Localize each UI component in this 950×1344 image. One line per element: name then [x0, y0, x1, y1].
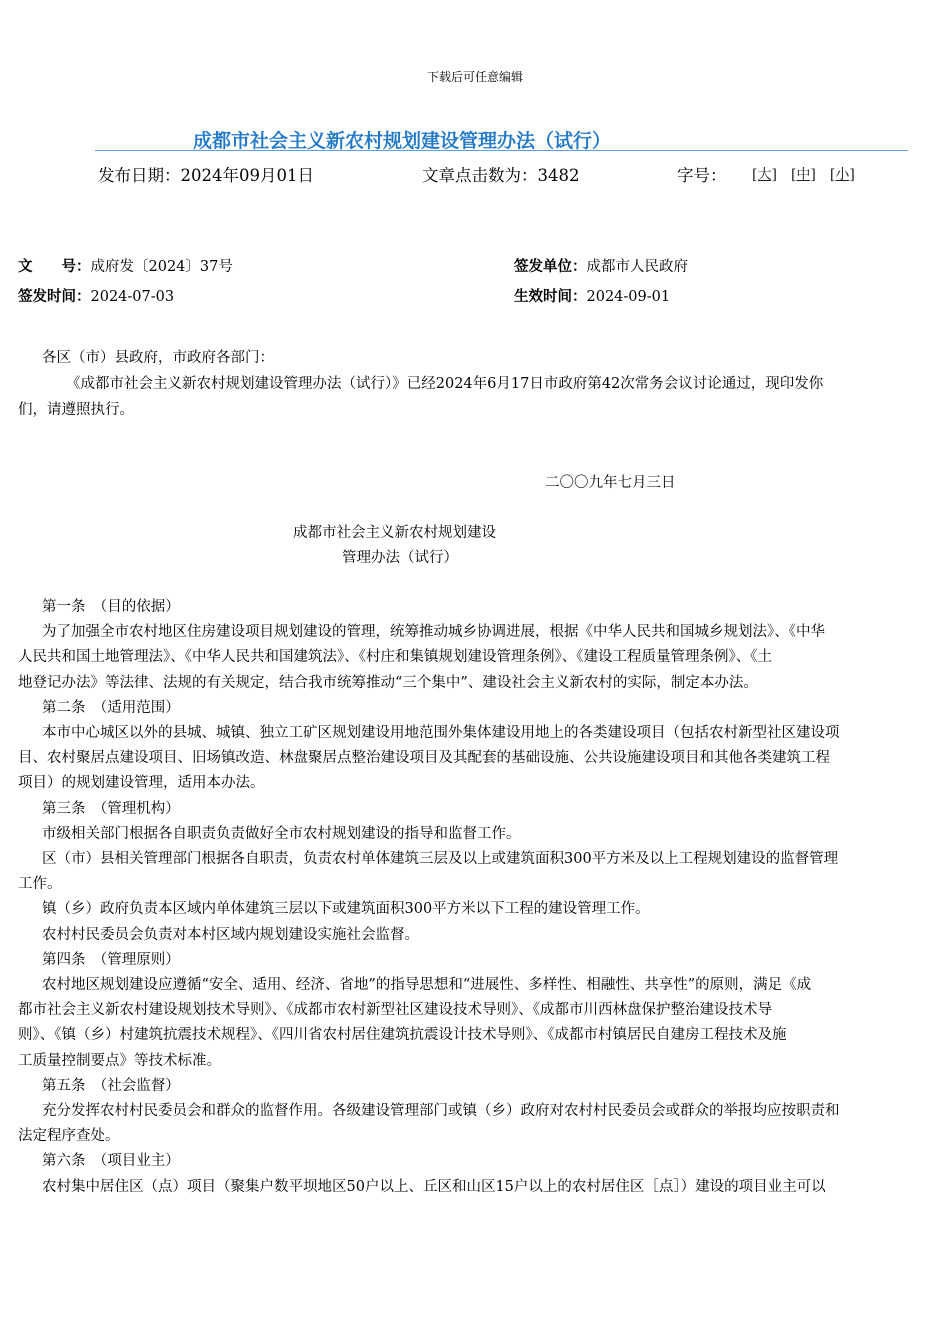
page-title: 成都市社会主义新农村规划建设管理办法（试行） — [193, 130, 612, 152]
notice-line-1: 《成都市社会主义新农村规划建设管理办法（试行）》已经2024年6月17日市政府第42次常务会议讨论通过，现印发你 — [66, 376, 824, 392]
article-line: 为了加强全市农村地区住房建设项目规划建设的管理，统筹推动城乡协调进展，根据《中华人民共和国城乡规划法》、《中华 — [42, 624, 825, 641]
article-line: 充分发挥农村村民委员会和群众的监督作用。各级建设管理部门或镇（乡）政府对农村村民委员会或群众的举报均应按职责和 — [42, 1103, 840, 1119]
article-heading: 第四条 （管理原则） — [42, 951, 180, 968]
font-size-medium-link[interactable]: [中] — [790, 167, 816, 183]
effective-time — [514, 285, 670, 306]
article-line: 镇（乡）政府负责本区域内单体建筑三层以下或建筑面积300平方米以下工程的建设管理工作。 — [42, 901, 650, 918]
issue-time-label: 签发时间： — [18, 289, 91, 305]
doc-title-line-1: 成都市社会主义新农村规划建设 — [293, 525, 496, 541]
article-heading: 第三条 （管理机构） — [42, 800, 180, 817]
article-line: 工作。 — [18, 876, 62, 893]
article-line: 项目）的规划建设管理，适用本办法。 — [18, 775, 265, 792]
article-heading: 第五条 （社会监督） — [42, 1077, 180, 1094]
font-size-label: 字号： — [677, 166, 727, 185]
doc-number-value: 成府发〔2024〕37号 — [90, 259, 233, 275]
article-line: 则》、《镇（乡）村建筑抗震技术规程》、《四川省农村居住建筑抗震设计技术导则》、《成都市村镇居民自建房工程技术及施 — [18, 1027, 787, 1044]
article-line: 工质量控制要点》等技术标准。 — [18, 1052, 221, 1069]
effective-time-value: 2024-09-01 — [586, 289, 671, 305]
issue-time — [18, 285, 174, 306]
article-line: 市级相关部门根据各自职责负责做好全市农村规划建设的指导和监督工作。 — [42, 825, 521, 842]
doc-title-line-2: 管理办法（试行） — [342, 550, 458, 566]
article-heading: 第六条 （项目业主） — [42, 1153, 180, 1170]
article-line: 法定程序查处。 — [18, 1128, 120, 1145]
article-line: 区（市）县相关管理部门根据各自职责，负责农村单体建筑三层及以上或建筑面积300平方米及以上工程规划建设的监督管理 — [42, 851, 839, 867]
issuer-label: 签发单位： — [514, 259, 587, 275]
article-line: 农村村民委员会负责对本村区域内规划建设实施社会监督。 — [42, 926, 419, 943]
issuer — [514, 255, 688, 276]
article-heading: 第二条 （适用范围） — [42, 699, 180, 716]
doc-number-label: 文 号： — [18, 259, 91, 275]
doc-number — [18, 255, 233, 276]
font-size-large-link[interactable]: [大] — [752, 167, 777, 183]
click-count: 文章点击数为：3482 — [422, 166, 580, 185]
publish-date: 发布日期：2024年09月01日 — [98, 166, 314, 185]
article-line: 农村集中居住区（点）项目（聚集户数平坝地区50户以上、丘区和山区15户以上的农村居住区［点］）建设的项目业主可以 — [42, 1178, 826, 1195]
notice-line-2: 们，请遵照执行。 — [18, 402, 134, 418]
article-line: 人民共和国土地管理法》、《中华人民共和国建筑法》、《村庄和集镇规划建设管理条例》、《建设工程质量管理条例》、《土 — [18, 649, 772, 666]
effective-time-label: 生效时间： — [514, 289, 587, 305]
notice-date: 二〇〇九年七月三日 — [545, 475, 676, 491]
title-divider — [95, 150, 908, 151]
article-line: 目、农村聚居点建设项目、旧场镇改造、林盘聚居点整治建设项目及其配套的基础设施、公共设施建设项目和其他各类建筑工程 — [18, 750, 830, 767]
article-line: 农村地区规划建设应遵循“安全、适用、经济、省地”的指导思想和“进展性、多样性、相融性、共享性”的原则，满足《成 — [42, 977, 812, 993]
download-note: 下载后可任意编辑 — [426, 70, 523, 84]
issue-time-value: 2024-07-03 — [90, 289, 175, 305]
article-heading: 第一条 （目的依据） — [42, 599, 180, 615]
article-line: 地登记办法》等法律、法规的有关规定，结合我市统筹推动“三个集中”、建设社会主义新农村的实际，制定本办法。 — [18, 674, 758, 691]
notice-salutation: 各区（市）县政府，市政府各部门： — [42, 350, 274, 366]
article-line: 都市社会主义新农村建设规划技术导则》、《成都市农村新型社区建设技术导则》、《成都市川西林盘保护整治建设技术导 — [18, 1002, 772, 1019]
font-size-small-link[interactable]: [小] — [829, 167, 855, 183]
article-line: 本市中心城区以外的县城、城镇、独立工矿区规划建设用地范围外集体建设用地上的各类建设项目（包括农村新型社区建设项 — [42, 725, 840, 741]
font-size-links — [752, 164, 869, 184]
issuer-value: 成都市人民政府 — [586, 259, 688, 275]
